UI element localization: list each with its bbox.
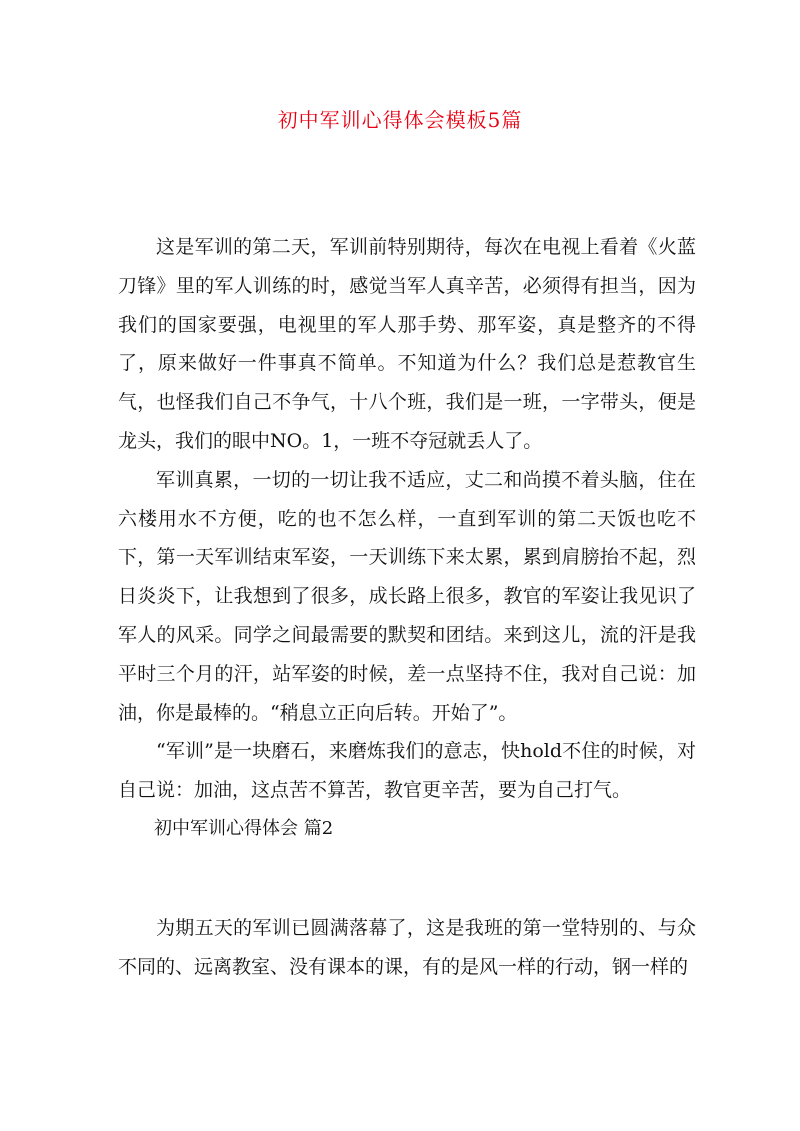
- paragraph-1: 这是军训的第二天，军训前特别期待，每次在电视上看着《火蓝刀锋》里的军人训练的时，感觉当军人真辛苦，必须得有担当，因为我们的国家要强，电视里的军人那手势、那军姿，真是整齐的不得了，原来做好一件事真不简单。不知道为什么？我们总是惹教官生气，也怪我们自己不争气，十八个班，我们是一班，一字带头，便是龙头，我们的眼中NO。1，一班不夺冠就丢人了。: [118, 236, 696, 452]
- section-paragraph: 为期五天的军训已圆满落幕了，这是我班的第一堂特别的、与众不同的、远离教室、没有课本的课，有的是风一样的行动，钢一样的: [118, 916, 696, 978]
- document-title: 初中军训心得体会模板5篇: [277, 108, 523, 132]
- section-gap: [118, 849, 696, 909]
- document-body: [118, 228, 696, 986]
- paragraph-2: 军训真累，一切的一切让我不适应，丈二和尚摸不着头脑，住在六楼用水不方便，吃的也不怎么样，一直到军训的第二天饭也吃不下，第一天军训结束军姿，一天训练下来太累，累到肩膀抬不起，烈日炎炎下，让我想到了很多，成长路上很多，教官的军姿让我见识了军人的风采。同学之间最需要的默契和团结。来到这儿，流的汗是我平时三个月的汗，站军姿的时候，差一点坚持不住，我对自己说：加油，你是最棒的。“稍息立正向后转。开始了”。: [118, 468, 696, 724]
- paragraph-3: “军训”是一块磨石，来磨炼我们的意志，快hold不住的时候，对自己说：加油，这点苦不算苦，教官更辛苦，要为自己打气。: [118, 740, 696, 802]
- section-heading: 初中军训心得体会 篇2: [154, 817, 334, 839]
